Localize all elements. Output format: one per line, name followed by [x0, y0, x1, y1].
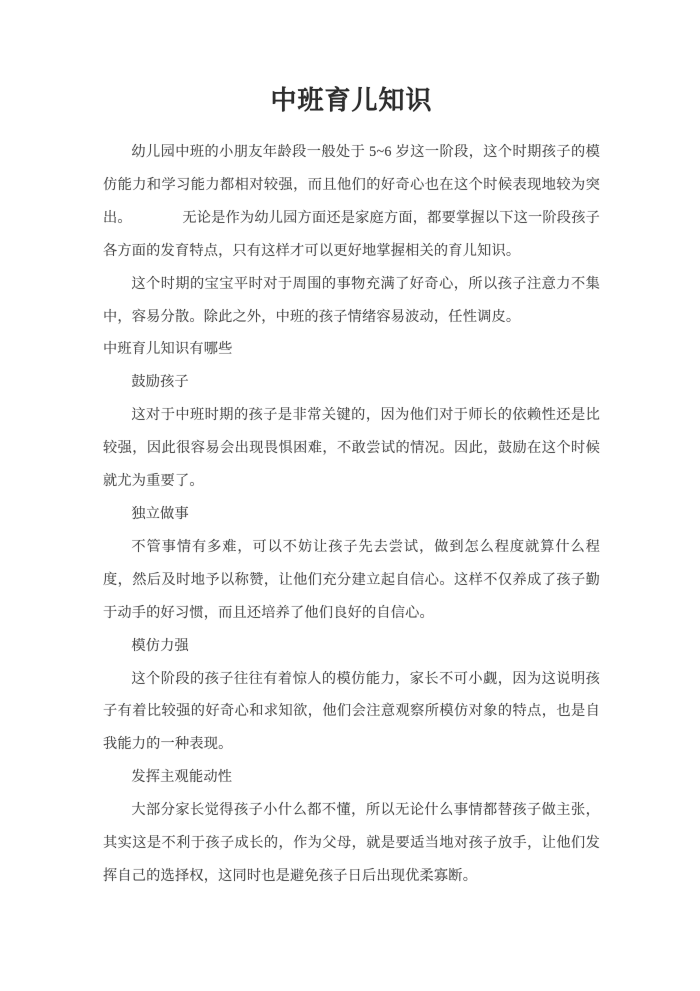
paragraph-intro: 幼儿园中班的小朋友年龄段一般处于 5~6 岁这一阶段，这个时期孩子的模仿能力和学习能力都相对较强，而且他们的好奇心也在这个时候表现地较为突出。 无论是作为幼儿园方面还是家庭方面，都要掌握以下这一阶段孩子各方面的发育特点，只有这样才可以更好地掌握相关的育儿知识。 — [103, 144, 600, 259]
paragraph-independent-work: 不管事情有多难，可以不妨让孩子先去尝试，做到怎么程度就算什么程度，然后及时地予以称赞，让他们充分建立起自信心。这样不仅养成了孩子勤于动手的好习惯，而且还培养了他们良好的自信心。 — [103, 538, 600, 621]
document-title: 中班育儿知识 — [270, 86, 433, 115]
sub-heading-independent-work: 独立做事 — [131, 505, 189, 522]
sub-heading-subjective-initiative: 发挥主观能动性 — [131, 769, 233, 786]
paragraph-encourage-child: 这对于中班时期的孩子是非常关键的，因为他们对于师长的依赖性还是比较强，因此很容易会出现畏惧困难，不敢尝试的情况。因此，鼓励在这个时候就尤为重要了。 — [103, 407, 600, 490]
paragraph-imitation-ability: 这个阶段的孩子往往有着惊人的模仿能力，家长不可小觑，因为这说明孩子有着比较强的好奇心和求知欲，他们会注意观察所模仿对象的特点，也是自我能力的一种表现。 — [103, 670, 600, 753]
paragraph-curiosity: 这个时期的宝宝平时对于周围的事物充满了好奇心，所以孩子注意力不集中，容易分散。除此之外，中班的孩子情绪容易波动，任性调皮。 — [103, 275, 600, 325]
sub-heading-encourage-child: 鼓励孩子 — [131, 374, 189, 391]
sub-heading-imitation-ability: 模仿力强 — [131, 637, 189, 654]
paragraph-subjective-initiative: 大部分家长觉得孩子小什么都不懂，所以无论什么事情都替孩子做主张，其实这是不利于孩子成长的，作为父母，就是要适当地对孩子放手，让他们发挥自己的选择权，这同时也是避免孩子日后出现优柔寡断。 — [103, 802, 600, 884]
section-heading-knowledge-list: 中班育儿知识有哪些 — [103, 341, 233, 358]
